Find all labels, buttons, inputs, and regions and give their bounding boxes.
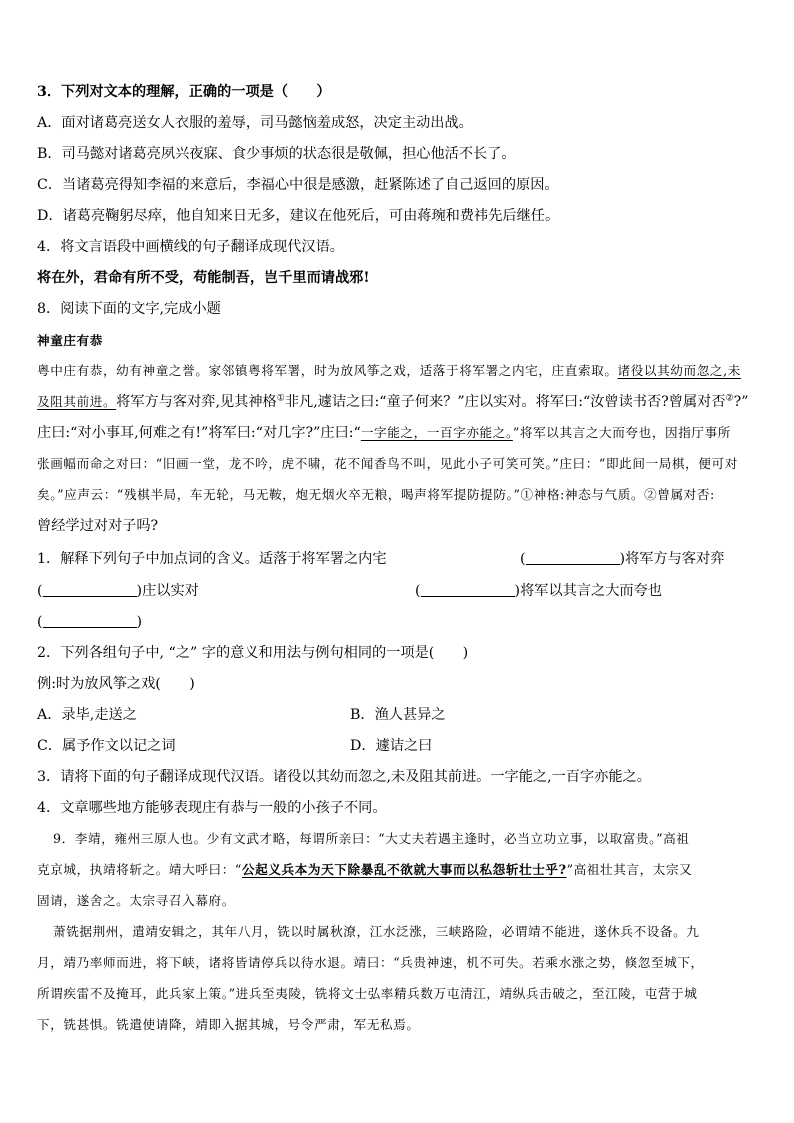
- q8-2-option-c: C．属予作文以记之词: [37, 738, 176, 754]
- q8-1-row-3: [37, 612, 760, 632]
- q8-2-stem: 2．下列各组句子中, “之” 字的意义和用法与例句相同的一项是( ): [37, 645, 469, 661]
- q3-option-d: D．诸葛亮鞠躬尽瘁，他自知来日无多，建议在他死后，可由蒋琬和费祎先后继任。: [37, 208, 560, 224]
- q8-1-item-a: ( )将军方与客对弈: [520, 551, 725, 567]
- q8-2-option-d: D．遽诘之曰: [350, 738, 433, 754]
- q8-3: 3．请将下面的句子翻译成现代汉语。诸役以其幼而忽之,未及阻其前进。一字能之,一百字亦能之。: [37, 769, 651, 785]
- q8-2-options-row-1: [37, 705, 760, 725]
- passage-text: 将军方与客对弈,见其神格: [116, 394, 277, 410]
- passage-title: 神童庄有恭: [37, 333, 103, 348]
- passage-line-3: [37, 423, 760, 443]
- answer-blank[interactable]: [43, 582, 137, 597]
- footnote-marker-1: ①: [276, 393, 285, 404]
- section8-title: 8．阅读下面的文字,完成小题: [37, 301, 221, 317]
- passage-text: 粤中庄有恭，幼有神童之誉。家邻镇粤将军署，时为放风筝之戏，适落于将军署之内宅，庄直索取。: [37, 363, 618, 378]
- passage-text: 庄曰:“对小事耳,何难之有!”将军曰:“对几字?”庄曰:“: [37, 425, 361, 441]
- passage-text: ”将军以其言之大而夸也，因指厅事所: [512, 425, 731, 440]
- q3-option-b: B．司马懿对诸葛亮夙兴夜寐、食少事烦的状态很是敬佩，担心他活不长了。: [37, 146, 516, 162]
- passage-line-6: 曾经学过对对子吗?: [37, 518, 159, 534]
- sec9-p2-line-4: 下，铣甚惧。铣遣使请降，靖即入据其城，号令严肃，军无私焉。: [37, 1017, 420, 1032]
- q8-1-item-d: ( ): [37, 614, 143, 630]
- q8-1-stem: 1．解释下列句子中加点词的含义。适落于将军署之内宅: [37, 551, 387, 567]
- passage-line-2: [37, 392, 760, 412]
- q3-stem: 3．下列对文本的理解，正确的一项是（ ）: [37, 84, 331, 100]
- sec9-p2-line-2: 月，靖乃率师而进，将下峡，诸将皆请停兵以待水退。靖曰：“兵贵神速，机不可失。若乘水涨之势，倏忽至城下，: [37, 955, 704, 970]
- sec9-p1-line-1: 9．李靖，雍州三原人也。少有文武才略，每谓所亲曰：“大丈夫若遇主逢时，必当立功立事，以取富贵。”高祖: [53, 831, 690, 846]
- answer-blank[interactable]: [526, 550, 620, 565]
- q4-stem: 4．将文言语段中画横线的句子翻译成现代汉语。: [37, 239, 344, 255]
- q8-1-item-b: ( )庄以实对: [37, 583, 199, 599]
- passage-text: 克京城，执靖将斩之。靖大呼曰：“: [37, 862, 242, 877]
- q8-2-option-b: B．渔人甚异之: [350, 707, 446, 723]
- q8-1-item-a-text: 将军方与客对弈: [625, 551, 725, 567]
- footnote-marker-2: ②: [725, 393, 734, 404]
- passage-line-5: 矣。”应声云：“残棋半局，车无轮，马无鞍，炮无烟火卒无粮，喝声将军提防提防。”①神格:神态与气质。②曾属对否:: [37, 487, 715, 502]
- sec9-p2-line-1: 萧铣据荆州，遣靖安辑之，其年八月，铣以时属秋潦，江水泛涨，三峡路险，必谓靖不能进，遂休兵不设备。九: [53, 924, 700, 939]
- sec9-p1-line-3: 固请，遂舍之。太宗寻召入幕府。: [37, 893, 235, 908]
- q8-4: 4．文章哪些地方能够表现庄有恭与一般的小孩子不同。: [37, 800, 387, 816]
- underlined-sentence: 一字能之，一百字亦能之。: [360, 425, 513, 440]
- q8-2-options-row-2: [37, 736, 760, 756]
- answer-blank[interactable]: [421, 582, 515, 597]
- passage-line-1: [37, 361, 760, 381]
- q8-1-item-c-text: 将军以其言之大而夸也: [520, 583, 662, 599]
- q8-1-item-c: ( )将军以其言之大而夸也: [415, 583, 662, 599]
- passage-text: ”高祖壮其言，太宗又: [566, 862, 693, 877]
- q8-1-row-2: [37, 581, 760, 601]
- q3-option-c: C．当诸葛亮得知李福的来意后，李福心中很是感激，赶紧陈述了自己返回的原因。: [37, 177, 559, 193]
- passage-line-4: 张画幅而命之对曰：“旧画一堂，龙不吟，虎不啸，花不闻香鸟不叫，见此小子可笑可笑。”庄曰：“即此间一局棋，便可对: [37, 456, 738, 471]
- q8-2-example: 例:时为放风筝之戏( ): [37, 676, 195, 692]
- q4-sentence: 将在外，君命有所不受，苟能制吾，岂千里而请战邪!: [37, 270, 370, 286]
- sec9-p1-line-2: [37, 860, 760, 880]
- q8-2-option-a: A．录毕,走送之: [37, 707, 137, 723]
- sec9-p2-line-3: 所谓疾雷不及掩耳，此兵家上策。”进兵至夷陵，铣将文士弘率精兵数万屯清江，靖纵兵击破之，至江陵，屯营于城: [37, 986, 698, 1001]
- q8-1-row-1: [37, 549, 760, 569]
- underlined-sentence: 及阻其前进。: [37, 394, 117, 409]
- passage-text: ?”: [733, 394, 749, 410]
- answer-blank[interactable]: [43, 613, 137, 628]
- passage-text: 非凡,遽诘之曰:“童子何来？”庄以实对。将军曰:“汝曾读书否?曾属对否: [284, 394, 726, 410]
- underlined-sentence: 诸役以其幼而忽之,未: [617, 363, 741, 378]
- underlined-sentence: 公起义兵本为天下除暴乱不欲就大事而以私怨斩壮士乎?: [241, 862, 567, 877]
- q3-option-a: A．面对诸葛亮送女人衣服的羞辱，司马懿恼羞成怒，决定主动出战。: [37, 115, 473, 131]
- q8-1-item-b-text: 庄以实对: [142, 583, 199, 599]
